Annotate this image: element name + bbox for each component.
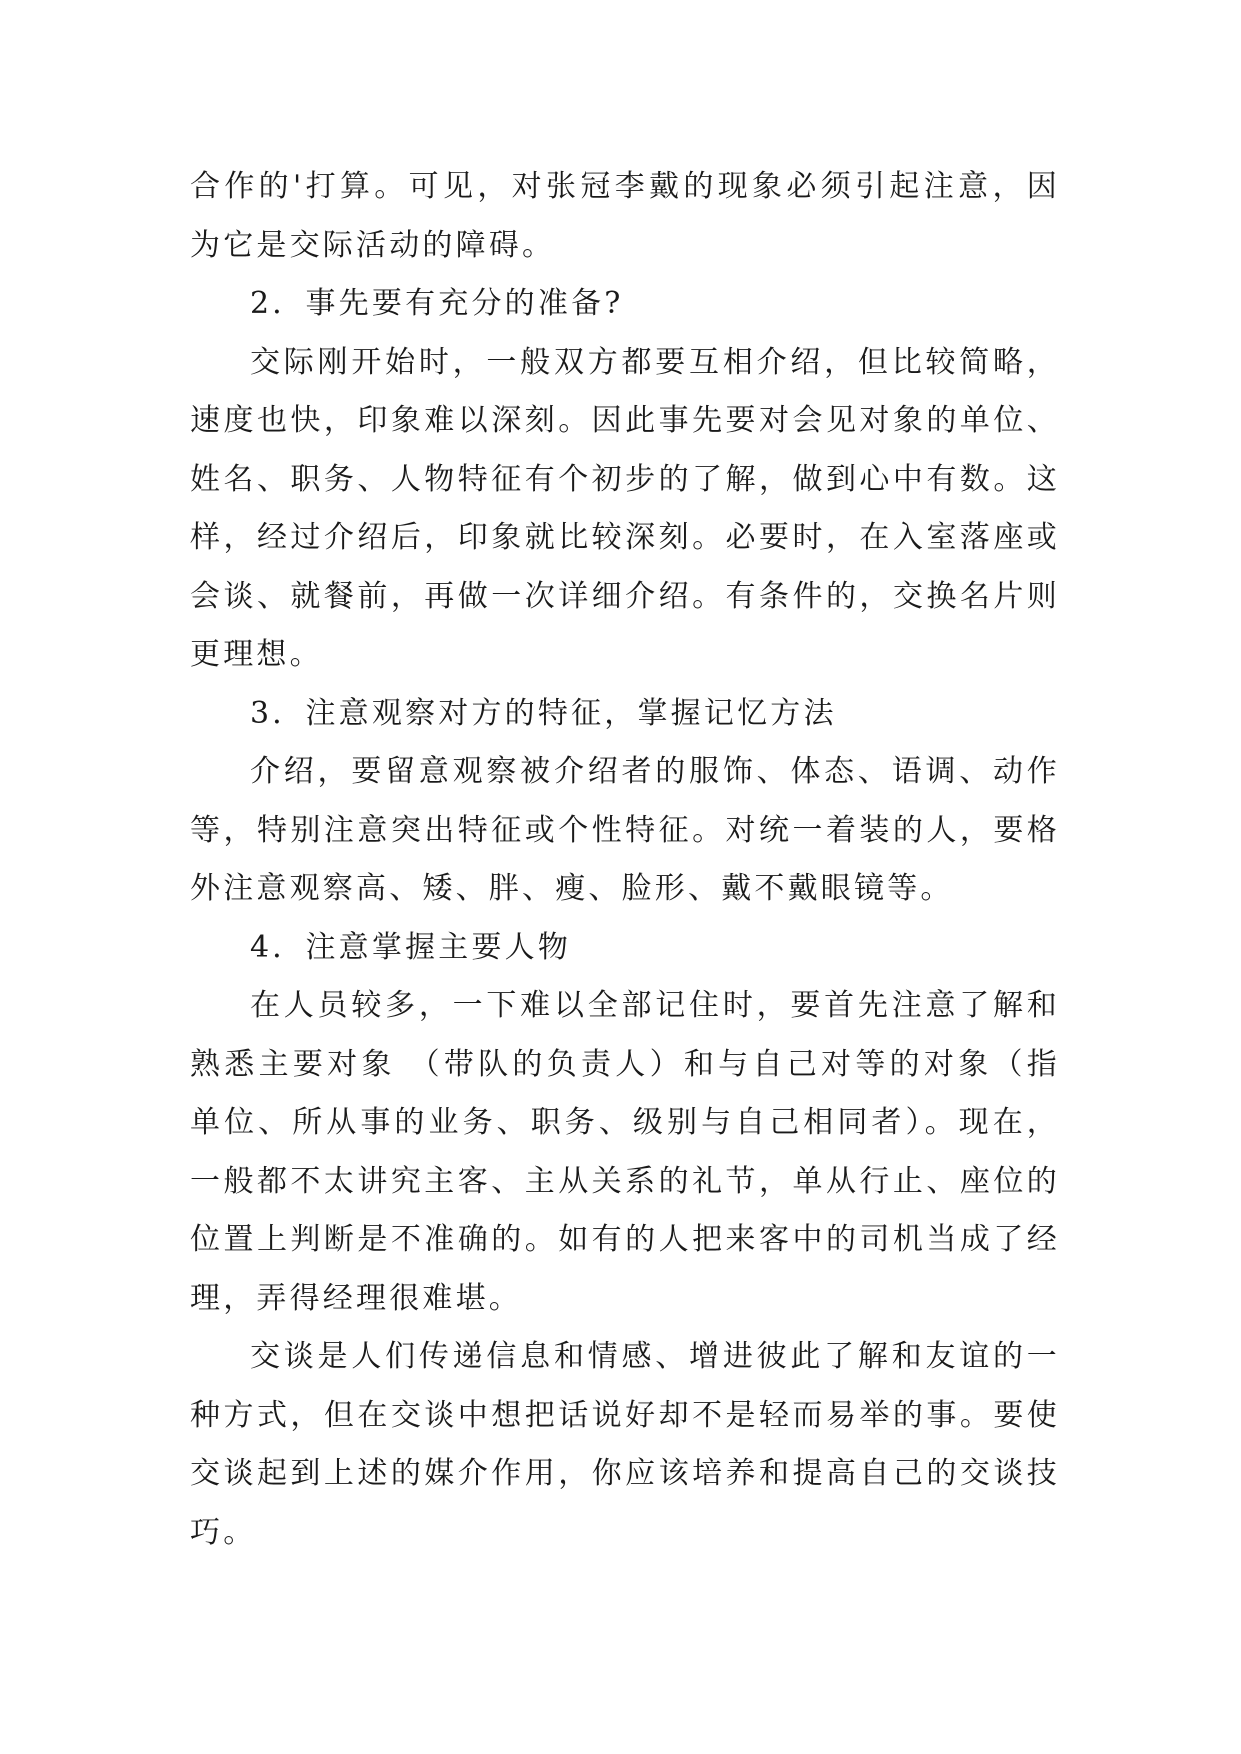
paragraph-continuation: 合作的'打算。可见，对张冠李戴的现象必须引起注意，因为它是交际活动的障碍。 — [190, 169, 1060, 263]
paragraph-main-persons: 在人员较多，一下难以全部记住时，要首先注意了解和熟悉主要对象 （带队的负责人）和与自己对等的对象（指单位、所从事的业务、职务、级别与自己相同者）。现在，一般都不太讲究主客、主从关系的礼节，单从行止、座位的位置上判断是不准确的。如有的人把来客中的司机当成了经理，弄得经理很难堪。 — [190, 988, 1060, 1316]
section-heading-3: 3．注意观察对方的特征，掌握记忆方法 — [250, 695, 837, 731]
paragraph-conversation: 交谈是人们传递信息和情感、增进彼此了解和友谊的一种方式，但在交谈中想把话说好却不是轻而易举的事。要使交谈起到上述的媒介作用，你应该培养和提高自己的交谈技巧。 — [190, 1339, 1060, 1550]
section-heading-4: 4．注意掌握主要人物 — [250, 929, 572, 965]
document-page — [190, 158, 1060, 1562]
section-heading-2: 2．事先要有充分的准备? — [250, 286, 624, 321]
paragraph-observation: 介绍，要留意观察被介绍者的服饰、体态、语调、动作等，特别注意突出特征或个性特征。对统一着装的人，要格外注意观察高、矮、胖、瘦、脸形、戴不戴眼镜等。 — [190, 754, 1060, 906]
paragraph-preparation: 交际刚开始时，一般双方都要互相介绍，但比较简略，速度也快，印象难以深刻。因此事先要对会见对象的单位、姓名、职务、人物特征有个初步的了解，做到心中有数。这样，经过介绍后，印象就比较深刻。必要时，在入室落座或会谈、就餐前，再做一次详细介绍。有条件的，交换名片则更理想。 — [190, 344, 1060, 672]
